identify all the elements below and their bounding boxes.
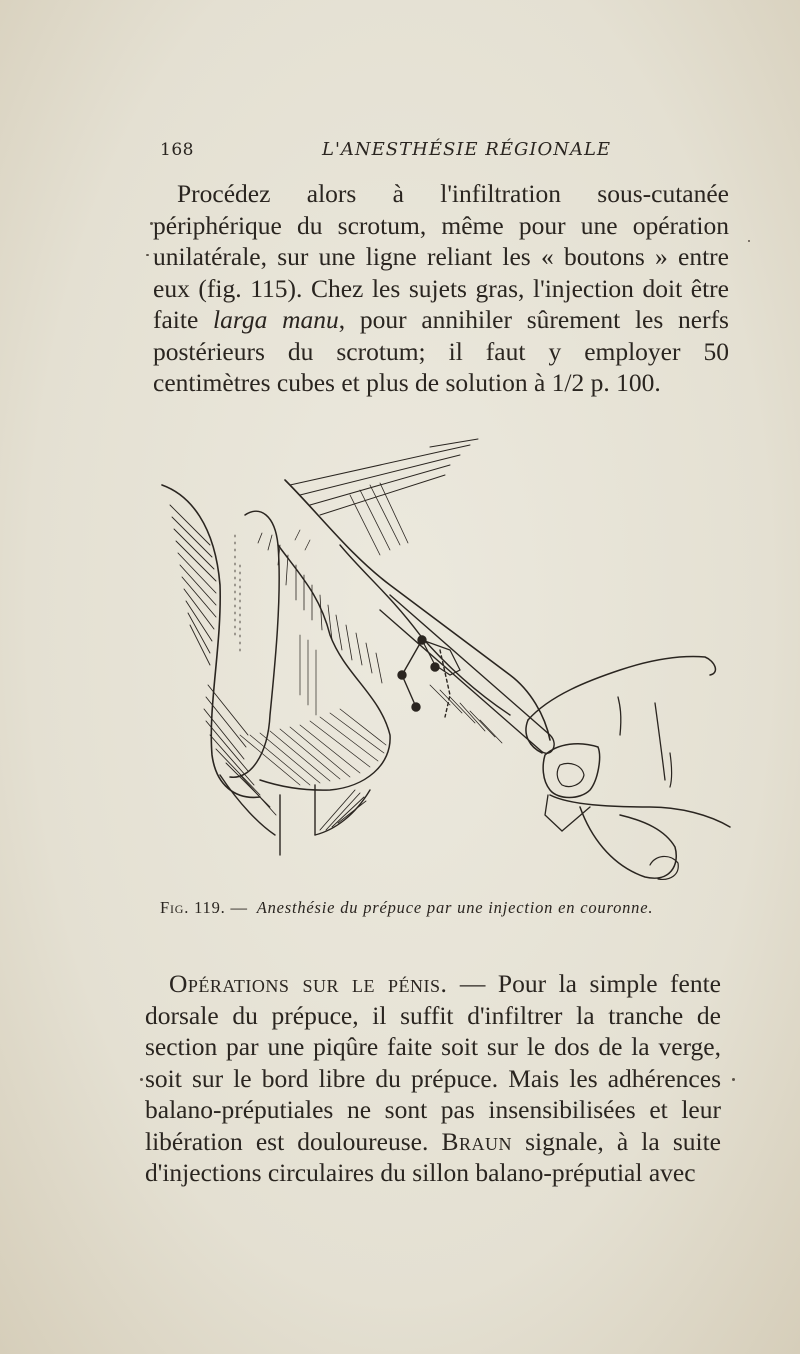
running-title: L'ANESTHÉSIE RÉGIONALE — [322, 139, 612, 160]
page-header — [0, 140, 800, 170]
paper-speck — [732, 1078, 735, 1081]
paragraph1-text-start: Procédez alors à l'infiltration sous-cutanée périphérique du scrotum, même pour une opération unilatérale, sur une ligne reliant les « boutons » entre eux (fig. 115). Chez les sujets gras, l'injection doit être faite — [153, 179, 729, 334]
figure-illustration — [150, 435, 750, 885]
paper-speck — [146, 254, 149, 256]
figure-caption — [160, 898, 730, 918]
page-number: 168 — [160, 140, 194, 160]
paper-speck — [748, 240, 750, 242]
section-heading: Opérations sur le pénis. — [169, 969, 448, 998]
paragraph-infiltration — [153, 178, 729, 399]
paragraph2-text-end: signale, à la suite d'injections circulaires du sillon balano-préputial avec — [145, 1126, 721, 1187]
paragraph2-text-start: — Pour la simple fente dorsale du prépuce, il suffit d'infiltrer la tranche de section par une piqûre faite soit sur le dos de la verge, soit sur le bord libre du prépuce. Mais les adhérences balano-préputiales ne sont pas insensibilisées et leur libération est douloureuse. — [145, 969, 721, 1156]
author-name: Braun — [441, 1126, 512, 1156]
paper-speck — [140, 1078, 143, 1081]
paragraph1-italic: larga manu — [213, 305, 339, 334]
paragraph-penis-operations — [145, 968, 721, 1189]
paper-speck — [150, 222, 153, 225]
figure-label: Fig. 119. — — [160, 898, 248, 917]
paragraph1-text-end: , pour annihiler sûrement les nerfs postérieurs du scrotum; il faut y employer 50 centimètres cubes et plus de solution à 1/2 p. 100. — [153, 305, 729, 397]
figure-caption-text: Anesthésie du prépuce par une injection en couronne. — [256, 898, 654, 917]
